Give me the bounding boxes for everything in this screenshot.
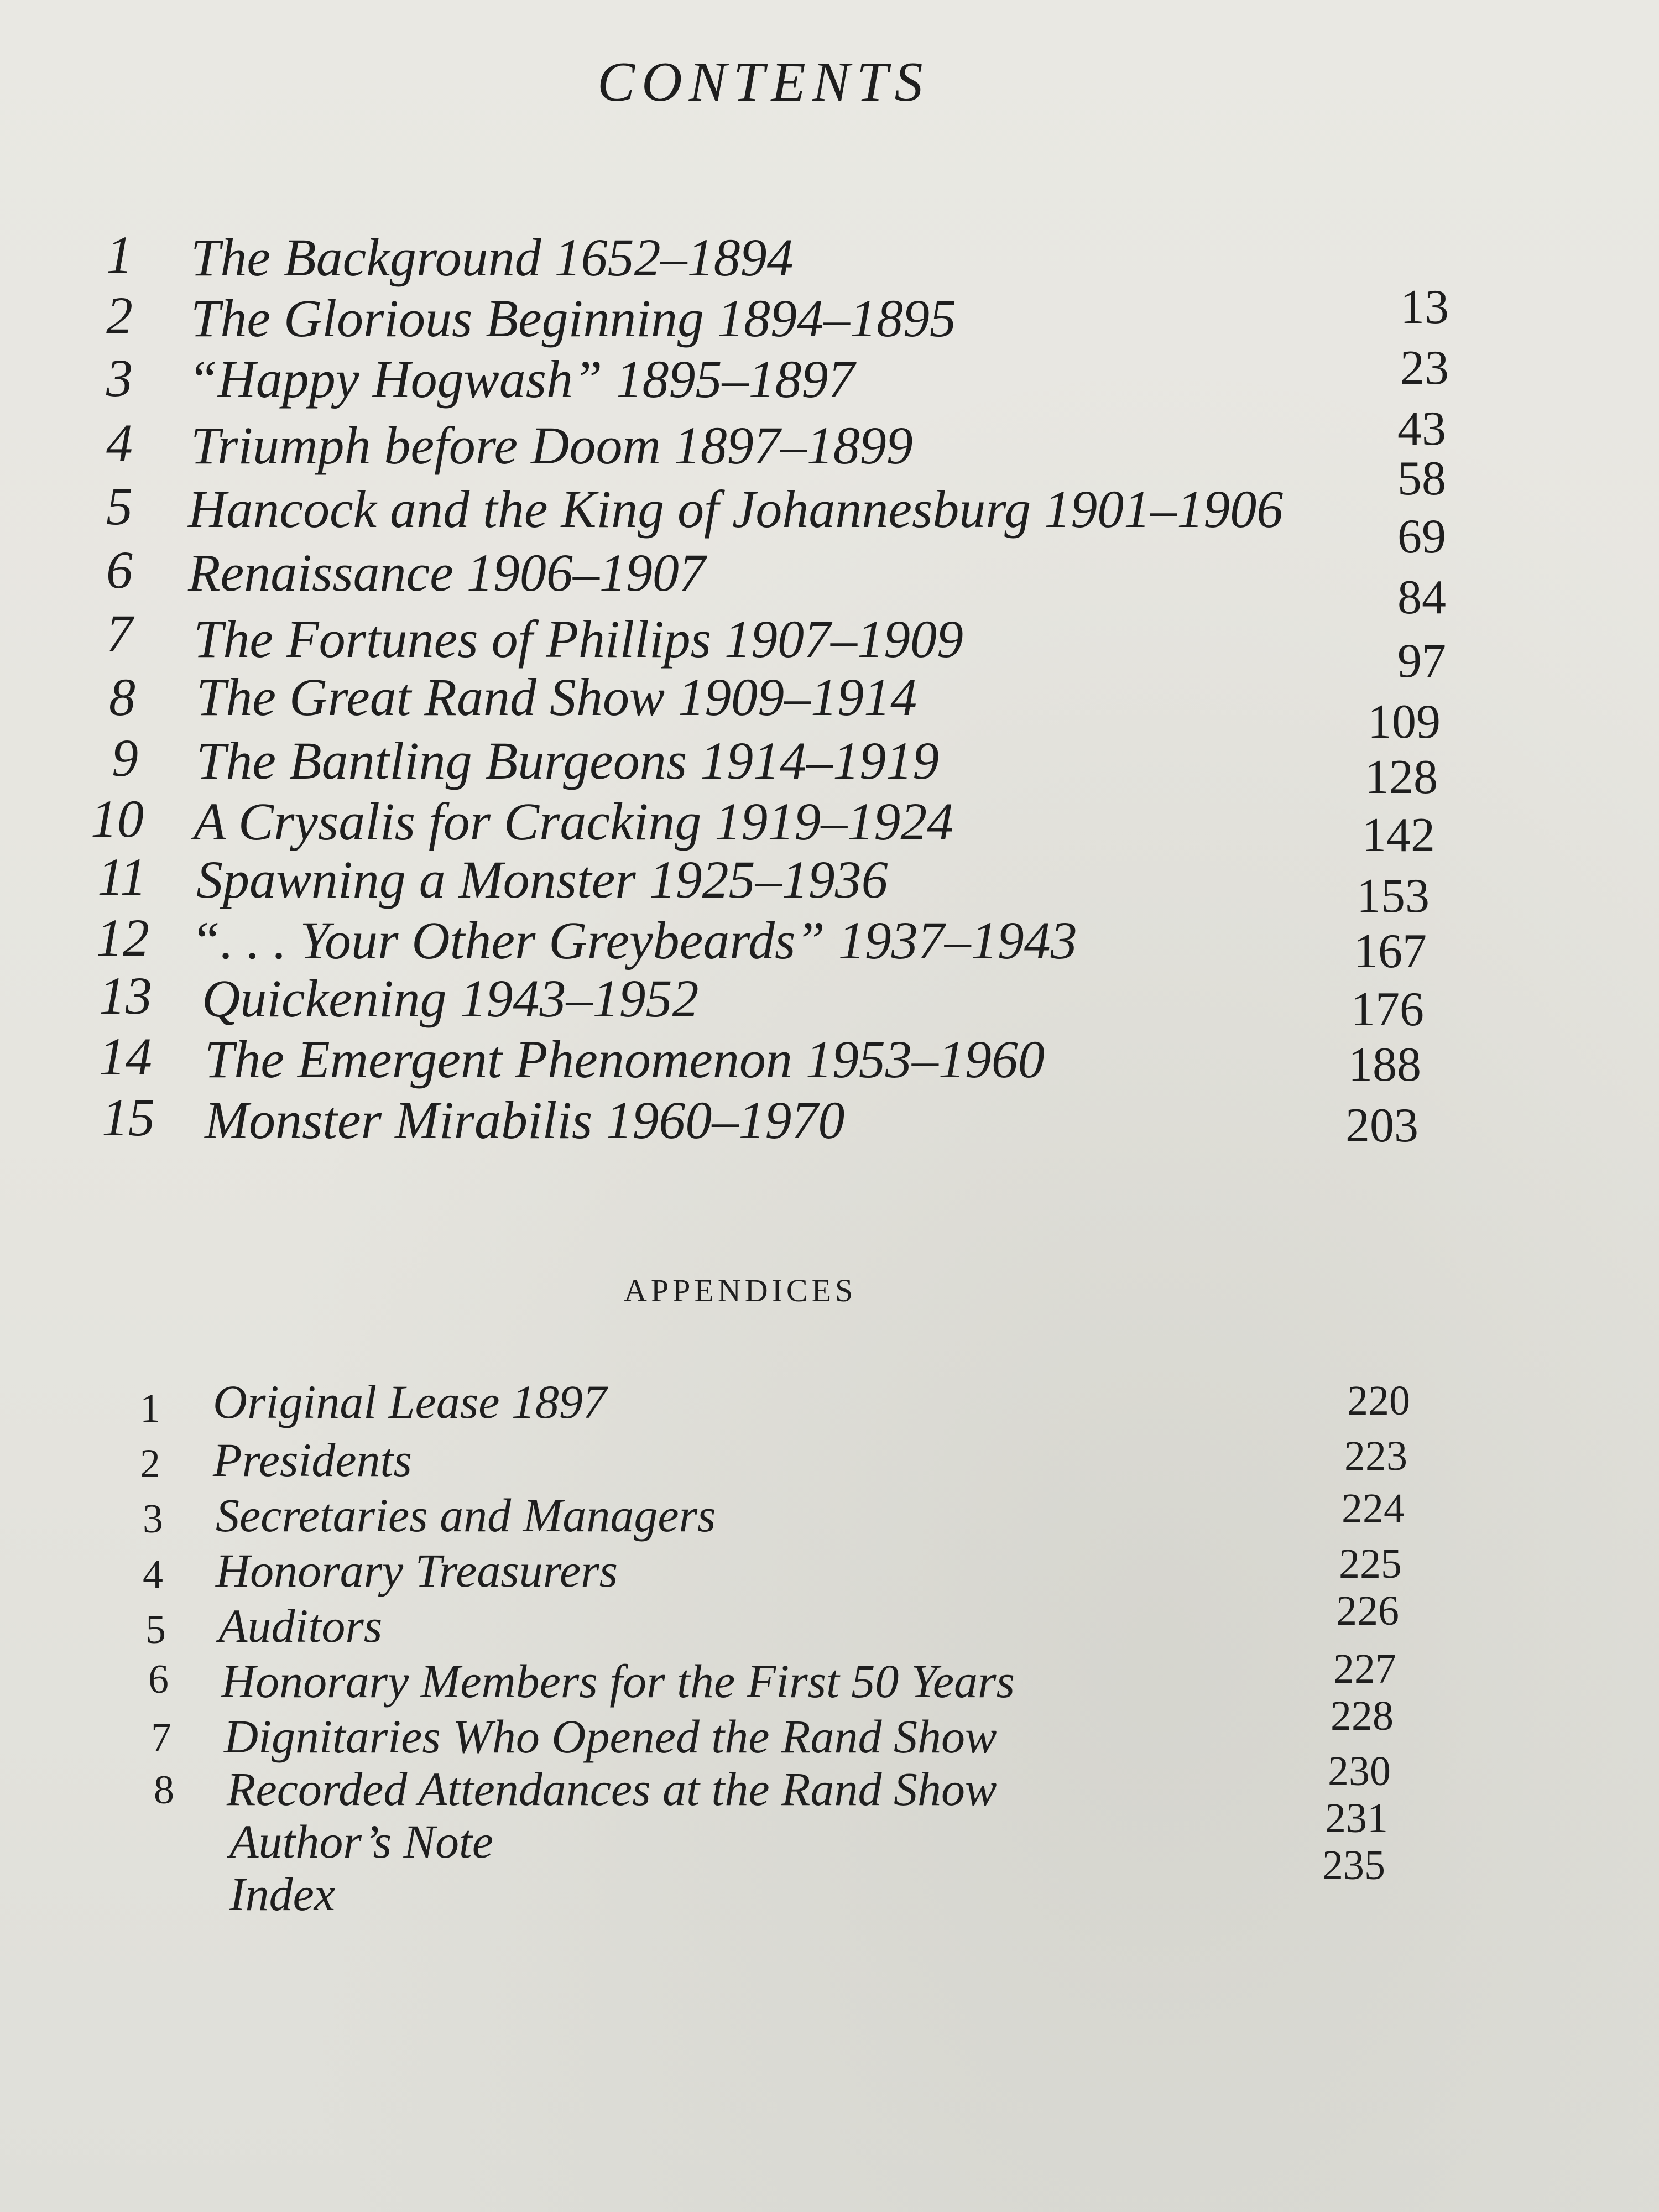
appendix-title: Index [229,1867,335,1921]
chapter-number: 14 [99,1027,152,1086]
chapter-page: 203 [1345,1099,1418,1152]
chapter-page: 13 [1400,280,1449,334]
chapter-title: Monster Mirabilis 1960–1970 [205,1091,845,1150]
appendix-title: Presidents [213,1433,412,1486]
appendix-page: 235 [1322,1842,1385,1888]
appendix-page: 227 [1333,1646,1396,1692]
chapter-title: The Background 1652–1894 [191,228,794,287]
contents-title: CONTENTS [597,51,930,113]
chapter-title: The Great Rand Show 1909–1914 [196,667,917,727]
appendix-page: 220 [1347,1378,1410,1424]
appendix-title: Honorary Treasurers [216,1544,618,1597]
chapter-title: The Emergent Phenomenon 1953–1960 [205,1030,1045,1089]
chapter-title: Renaissance 1906–1907 [188,543,706,602]
chapter-title: Hancock and the King of Johannesburg 1901–1906 [188,479,1284,539]
chapter-number: 4 [106,413,133,472]
chapter-number: 13 [99,966,152,1025]
appendix-page: 231 [1325,1795,1388,1841]
chapter-number: 8 [109,667,135,727]
appendix-page: 225 [1339,1541,1402,1587]
chapter-number: 15 [102,1088,155,1147]
chapter-number: 3 [106,348,133,408]
appendix-title: Recorded Attendances at the Rand Show [227,1762,997,1815]
chapter-number: 7 [106,604,133,663]
chapter-page: 176 [1351,983,1424,1036]
chapter-page: 128 [1365,750,1438,804]
appendix-title: Dignitaries Who Opened the Rand Show [224,1710,997,1763]
appendix-title: Secretaries and Managers [216,1489,716,1542]
appendix-page: 226 [1336,1588,1399,1634]
chapter-title: Triumph before Doom 1897–1899 [191,416,913,475]
chapter-number: 5 [106,477,133,536]
appendix-page: 228 [1331,1693,1394,1739]
appendix-page: 223 [1344,1433,1407,1479]
chapter-page: 84 [1397,571,1446,624]
chapter-title: A Crysalis for Cracking 1919–1924 [194,792,954,851]
appendix-title: Auditors [218,1599,383,1652]
chapter-number: 9 [112,728,138,787]
chapter-page: 142 [1362,808,1435,862]
chapter-number: 11 [97,847,147,906]
chapter-title: The Bantling Burgeons 1914–1919 [196,731,940,790]
chapter-page: 167 [1354,925,1427,978]
appendix-title: Author’s Note [229,1815,494,1868]
chapter-title: Spawning a Monster 1925–1936 [196,850,888,909]
chapter-page: 23 [1400,341,1449,395]
chapter-number: 1 [106,225,133,284]
appendix-page: 230 [1328,1748,1391,1794]
appendix-number: 4 [143,1552,163,1597]
appendix-number: 8 [154,1767,174,1813]
chapter-number: 10 [91,789,144,848]
chapter-page: 58 [1397,452,1446,505]
appendix-title: Original Lease 1897 [213,1375,607,1428]
appendix-page: 224 [1342,1485,1405,1532]
chapter-number: 12 [96,908,149,967]
chapter-page: 153 [1357,869,1430,923]
appendix-number: 3 [143,1496,163,1542]
chapter-page: 43 [1397,402,1446,456]
chapter-page: 109 [1368,695,1441,749]
chapter-page: 69 [1397,510,1446,564]
chapter-page: 97 [1397,634,1446,688]
appendix-number: 1 [140,1386,160,1431]
appendix-title: Honorary Members for the First 50 Years [221,1655,1015,1708]
appendix-number: 6 [148,1657,169,1702]
appendix-number: 2 [140,1441,160,1486]
chapter-number: 2 [106,286,133,345]
chapter-page: 188 [1348,1038,1421,1092]
chapter-title: “Happy Hogwash” 1895–1897 [188,349,855,409]
chapter-title: The Fortunes of Phillips 1907–1909 [194,609,963,669]
chapter-title: Quickening 1943–1952 [202,969,699,1028]
appendix-number: 5 [145,1607,166,1652]
appendix-number: 7 [151,1715,171,1760]
appendices-heading: APPENDICES [624,1272,857,1308]
chapter-title: The Glorious Beginning 1894–1895 [191,289,956,348]
chapter-title: “. . . Your Other Greybeards” 1937–1943 [191,911,1077,970]
chapter-number: 6 [106,540,133,599]
